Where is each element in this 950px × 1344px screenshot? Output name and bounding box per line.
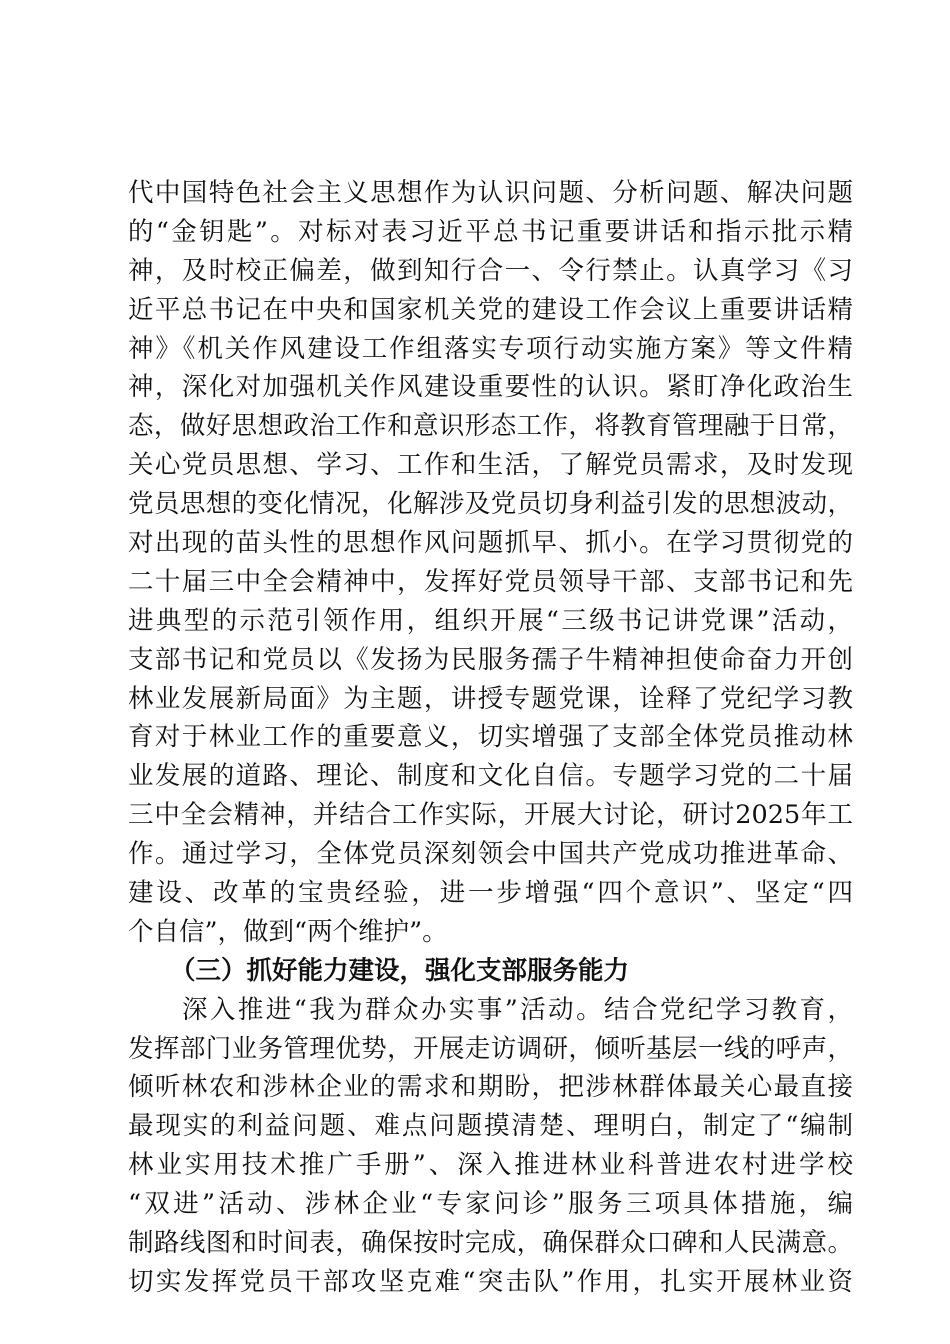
text-line: 业发展的道路、理论、制度和文化自信。专题学习党的二十届 [128,761,853,792]
text-line: 近平总书记在中央和国家机关党的建设工作会议上重要讲话精 [128,294,853,325]
text-line: 林业发展新局面》为主题，讲授专题党课，诠释了党纪学习教 [128,683,853,714]
text-line: 对出现的苗头性的思想作风问题抓早、抓小。在学习贯彻党的 [128,528,853,559]
body-text [128,174,853,1302]
text-line: 建设、改革的宝贵经验，进一步增强“四个意识”、坚定“四 [128,878,853,909]
text-line: 二十届三中全会精神中，发挥好党员领导干部、支部书记和先 [128,566,853,597]
text-line: 林业实用技术推广手册”、深入推进林业科普进农村进学校 [128,1150,853,1181]
text-line: 支部书记和党员以《发扬为民服务孺子牛精神担使命奋力开创 [128,644,853,675]
text-line: 的“金钥匙”。对标对表习近平总书记重要讲话和指示批示精 [128,216,853,247]
text-line: 育对于林业工作的重要意义，切实增强了支部全体党员推动林 [128,722,853,753]
text-line: “双进”活动、涉林企业“专家问诊”服务三项具体措施，编 [128,1189,853,1220]
text-line: 神，深化对加强机关作风建设重要性的认识。紧盯净化政治生 [128,372,853,403]
text-line: 切实发挥党员干部攻坚克难“突击队”作用，扎实开展林业资 [128,1266,853,1297]
text-line: 神》《机关作风建设工作组落实专项行动实施方案》等文件精 [128,333,853,364]
text-line: 作。通过学习，全体党员深刻领会中国共产党成功推进革命、 [128,839,853,870]
paragraph-first-line: 深入推进“我为群众办实事”活动。结合党纪学习教育， [182,994,853,1025]
text-line: 关心党员思想、学习、工作和生活，了解党员需求，及时发现 [128,450,853,481]
text-line: 倾听林农和涉林企业的需求和期盼，把涉林群体最关心最直接 [128,1072,853,1103]
text-line: 党员思想的变化情况，化解涉及党员切身利益引发的思想波动， [128,489,853,520]
text-line: 最现实的利益问题、难点问题摸清楚、理明白，制定了“编制 [128,1111,853,1142]
text-line: 个自信”，做到“两个维护”。 [128,916,448,947]
text-line: 进典型的示范引领作用，组织开展“三级书记讲党课”活动， [128,605,853,636]
text-line: 制路线图和时间表，确保按时完成，确保群众口碑和人民满意。 [128,1228,853,1259]
text-line: 发挥部门业务管理优势，开展走访调研，倾听基层一线的呼声， [128,1033,853,1064]
text-line: 代中国特色社会主义思想作为认识问题、分析问题、解决问题 [128,178,853,208]
text-line: 神，及时校正偏差，做到知行合一、令行禁止。认真学习《习 [128,255,853,286]
text-line: 三中全会精神，并结合工作实际，开展大讨论，研讨2025年工 [128,800,853,831]
text-line: 态，做好思想政治工作和意识形态工作，将教育管理融于日常， [128,411,853,442]
section-heading: （三）抓好能力建设，强化支部服务能力 [170,955,630,986]
